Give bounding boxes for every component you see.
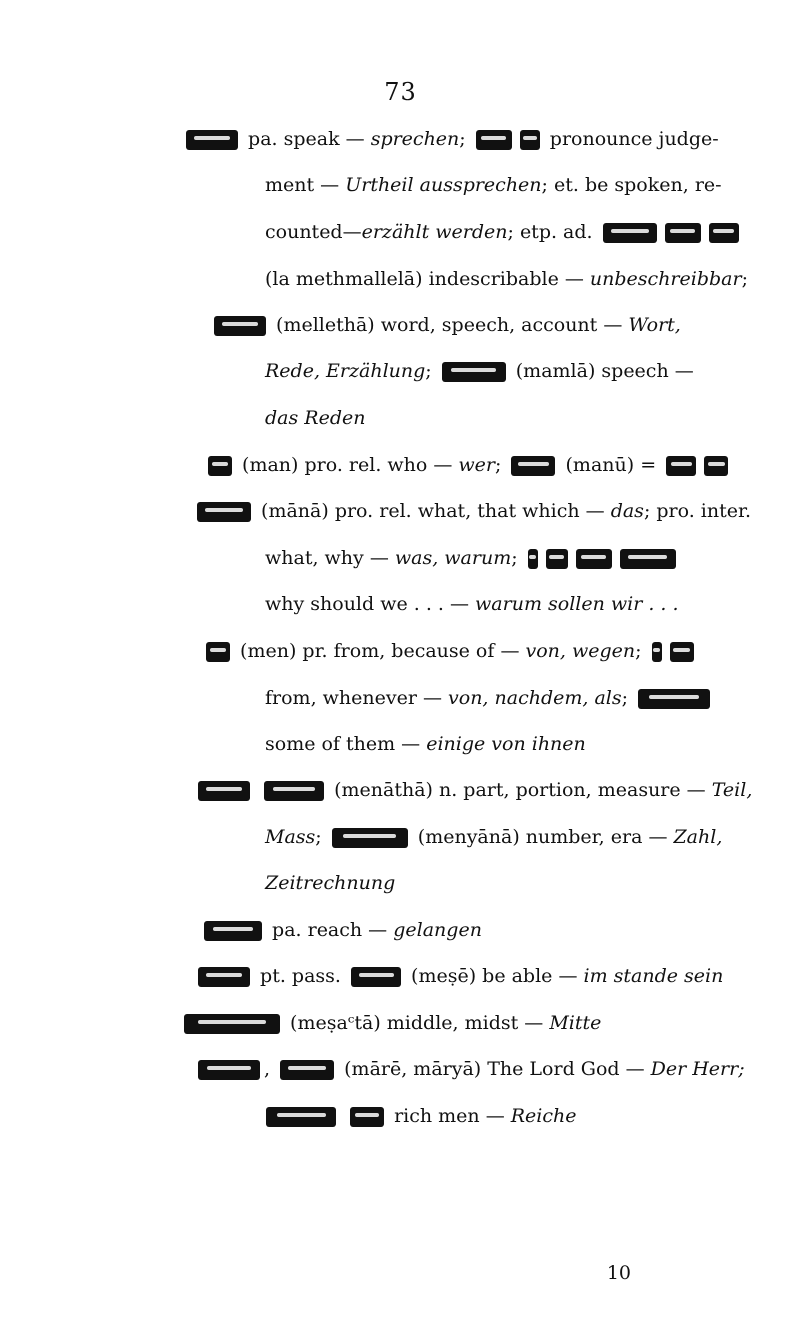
- syriac-word-glyph: [670, 642, 694, 662]
- entry-text: ;: [459, 128, 472, 150]
- entry-line: [194, 777, 752, 803]
- entry-text: pa. reach —: [266, 919, 394, 941]
- entry-line: [265, 405, 365, 431]
- italic-gloss: was, warum: [394, 547, 512, 569]
- syriac-word-glyph: [198, 967, 250, 987]
- entry-line: [194, 963, 723, 989]
- entry-text: (mārē, māryā) The Lord God —: [338, 1058, 651, 1080]
- italic-gloss: Reiche: [510, 1105, 577, 1127]
- syriac-word-glyph: [350, 1107, 384, 1127]
- entry-text: ;: [495, 454, 508, 476]
- entry-text: ;: [741, 268, 748, 290]
- entry-text: pa. speak —: [242, 128, 371, 150]
- italic-gloss: Mass: [265, 826, 316, 848]
- entry-line: [265, 870, 395, 896]
- entry-text: ;: [635, 640, 648, 662]
- syriac-word-glyph: [186, 130, 238, 150]
- entry-text: ;: [621, 687, 635, 709]
- entry-line: [265, 824, 722, 850]
- entry-text: (menyānā) number, era —: [411, 826, 674, 848]
- entry-text: (mānā) pro. rel. what, that which —: [255, 500, 611, 522]
- italic-gloss: sprechen: [370, 128, 460, 150]
- page-number: 73: [384, 78, 417, 106]
- entry-line: [210, 312, 681, 338]
- syriac-word-glyph: [709, 223, 739, 243]
- italic-gloss: Urtheil aussprechen: [345, 174, 542, 196]
- italic-gloss: Wort,: [628, 314, 681, 336]
- syriac-word-glyph: [442, 362, 506, 382]
- italic-gloss: unbeschreibbar: [589, 268, 742, 290]
- italic-gloss: Zeitrechnung: [265, 872, 396, 894]
- syriac-word-glyph: [197, 502, 251, 522]
- syriac-word-glyph: [264, 781, 324, 801]
- italic-gloss: das Reden: [265, 407, 366, 429]
- italic-gloss: Mitte: [549, 1012, 602, 1034]
- entry-text: (manū) =: [559, 454, 663, 476]
- syriac-word-glyph: [665, 223, 701, 243]
- syriac-word-glyph: [198, 781, 250, 801]
- entry-line: [194, 1056, 745, 1082]
- entry-text: ; pro. inter.: [643, 500, 752, 522]
- syriac-word-glyph: [204, 921, 262, 941]
- italic-gloss: warum sollen wir . . .: [475, 593, 679, 615]
- entry-text: (la methmallelā) indescribable —: [265, 268, 590, 290]
- entry-text: ,: [264, 1058, 277, 1080]
- entry-text: from, whenever —: [265, 687, 449, 709]
- syriac-word-glyph: [576, 549, 612, 569]
- entry-text: why should we . . . —: [265, 593, 476, 615]
- syriac-word-glyph: [332, 828, 408, 848]
- italic-gloss: im stande sein: [583, 965, 724, 987]
- entry-line: [265, 266, 748, 292]
- entry-line: [265, 172, 722, 198]
- entry-text: (menāthā) n. part, portion, measure —: [328, 779, 712, 801]
- entry-text: (men) pr. from, because of —: [234, 640, 526, 662]
- syriac-word-glyph: [266, 1107, 336, 1127]
- entry-text: some of them —: [265, 733, 427, 755]
- entry-text: ;: [315, 826, 328, 848]
- entry-line: [202, 638, 698, 664]
- entry-text: what, why —: [265, 547, 395, 569]
- entry-text: [254, 779, 260, 801]
- entry-text: ; et. be spoken, re-: [541, 174, 722, 196]
- syriac-word-glyph: [184, 1014, 280, 1034]
- entry-text: ;: [425, 360, 438, 382]
- italic-gloss: wer: [458, 454, 496, 476]
- syriac-word-glyph: [652, 642, 662, 662]
- entry-text: (mellethā) word, speech, account —: [270, 314, 629, 336]
- italic-gloss: einige von ihnen: [426, 733, 586, 755]
- entry-line: [204, 452, 732, 478]
- syriac-word-glyph: [520, 130, 540, 150]
- italic-gloss: gelangen: [393, 919, 482, 941]
- entry-line: [180, 1010, 601, 1036]
- entry-line: [193, 498, 751, 524]
- syriac-word-glyph: [528, 549, 538, 569]
- entry-text: ;: [511, 547, 524, 569]
- entry-text: pt. pass.: [254, 965, 347, 987]
- syriac-word-glyph: [511, 456, 555, 476]
- entry-text: (meṣē) be able —: [405, 965, 584, 987]
- entry-line: [265, 219, 743, 245]
- entry-line: [265, 731, 586, 757]
- italic-gloss: Der Herr;: [650, 1058, 745, 1080]
- syriac-word-glyph: [351, 967, 401, 987]
- italic-gloss: von, nachdem, als: [448, 687, 622, 709]
- italic-gloss: von, wegen: [525, 640, 636, 662]
- italic-gloss: Teil,: [711, 779, 753, 801]
- entry-line: [265, 591, 679, 617]
- entry-line: [200, 917, 482, 943]
- entry-line: [265, 358, 694, 384]
- italic-gloss: Rede, Erzählung: [265, 360, 426, 382]
- italic-gloss: erzählt werden: [361, 221, 508, 243]
- syriac-word-glyph: [666, 456, 696, 476]
- entry-text: (meṣaᶜtā) middle, midst —: [284, 1012, 550, 1034]
- italic-gloss: Zahl,: [673, 826, 723, 848]
- syriac-word-glyph: [603, 223, 657, 243]
- syriac-word-glyph: [638, 689, 710, 709]
- entry-text: [340, 1105, 346, 1127]
- syriac-word-glyph: [214, 316, 266, 336]
- footer-signature-number: 10: [606, 1262, 631, 1284]
- entry-text: ment —: [265, 174, 346, 196]
- syriac-word-glyph: [704, 456, 728, 476]
- entry-line: [265, 685, 714, 711]
- entry-text: counted—: [265, 221, 362, 243]
- syriac-word-glyph: [198, 1060, 260, 1080]
- syriac-word-glyph: [546, 549, 568, 569]
- syriac-word-glyph: [206, 642, 230, 662]
- syriac-word-glyph: [620, 549, 676, 569]
- syriac-word-glyph: [280, 1060, 334, 1080]
- italic-gloss: das: [610, 500, 644, 522]
- entry-text: (mamlā) speech —: [509, 360, 694, 382]
- entry-text: (man) pro. rel. who —: [236, 454, 459, 476]
- entry-text: pronounce judge-: [543, 128, 719, 150]
- entry-line: [262, 1103, 577, 1129]
- entry-text: rich men —: [388, 1105, 511, 1127]
- syriac-word-glyph: [476, 130, 512, 150]
- syriac-word-glyph: [208, 456, 232, 476]
- entry-text: ; etp. ad.: [507, 221, 599, 243]
- entry-line: [182, 126, 719, 152]
- entry-line: [265, 545, 680, 571]
